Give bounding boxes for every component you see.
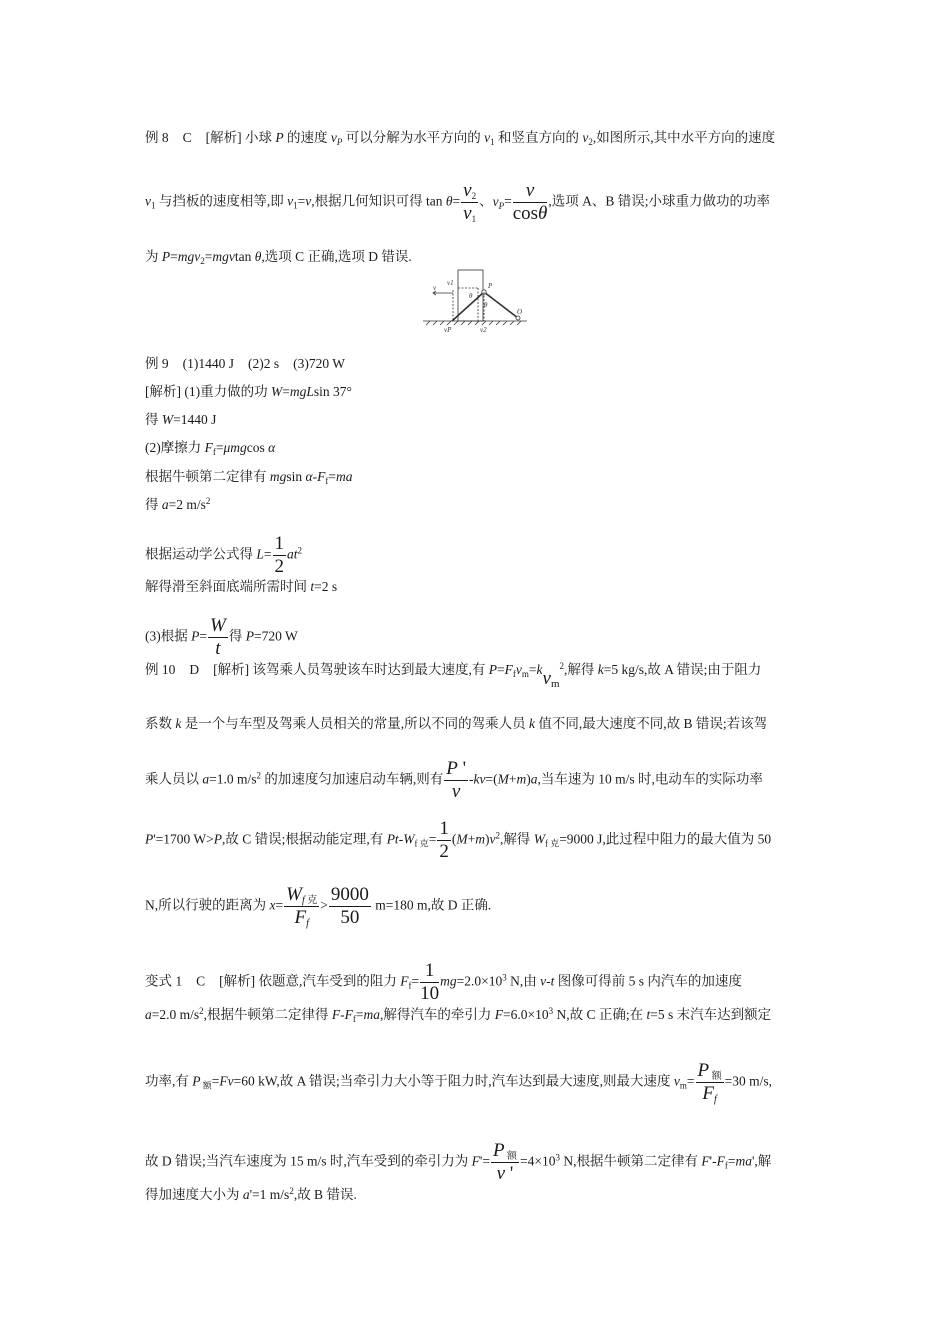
- ex8-line-3: 为 P=mgv$_2$=mgvtan θ,选项 C 正确,选项 D 错误.: [145, 249, 412, 266]
- ex10-line-3: 乘人员以 a=1.0 $m/s^2$ 的加速度匀加速启动车辆,则有 $\frac{P '}{v}$ -kv=(M+m)a,当车速为 10 m/s 时,电动车的实际功率: [145, 758, 763, 802]
- ex9-line-4: 根据牛顿第二定律有 mgsin $\alpha-F_f=ma$: [145, 469, 353, 486]
- ex9-line-8: (3)根据 P= $\frac{W}{t}$ 得 P=720 W: [145, 615, 298, 659]
- ex10-line-2: 系数 k 是一个与车型及驾乘人员相关的常量,所以不同的驾乘人员 k 值不同,最大速度不同,故 B 错误;若该驾: [145, 716, 768, 731]
- label-v1: v1: [447, 279, 454, 287]
- ex9-line-2: 得 W=1440 J: [145, 412, 217, 427]
- ex9-line-1: [解析] (1)重力做的功 W=mgLsin 37°: [145, 384, 352, 399]
- ex9-line-6: 根据运动学公式得 L= $\frac{1}{2}$ $at^2$: [145, 533, 303, 577]
- var1-line-5: 得加速度大小为 a'=1 $m/s^2$,故 B 错误.: [145, 1186, 357, 1202]
- ex8-line-2: $v_1$ 与挡板的速度相等,即 $v_1=v$,根据几何知识可得 tan θ= $\frac{v_2}{v_1}$ 、$v_P=$ $\frac{v}{\cos\theta}$ ,选项 A、B 错误;小球重力做功的功率: [145, 180, 771, 224]
- ex9-answer: 例 9 (1)1440 J (2)2 s (3)720 W: [145, 356, 345, 371]
- label-P: P: [488, 282, 493, 290]
- var1-line-4: 故 D 错误;当汽车速度为 15 m/s 时,汽车受到的牵引力为 F'= $\frac{P _额}{v '}$ $=4\times 10^3$ N,根据牛顿第二定律有 $F'-F_f=ma'$,解: [145, 1140, 772, 1184]
- ex10-line-1: 例 10 D [解析] 该驾乘人员驾驶该车时达到最大速度,有 $P=F_fv_m=kv_m^2$,解得 k=5 kg/s,故 A 错误;由于阻力: [145, 661, 762, 690]
- velocity-decomposition-diagram: [420, 268, 530, 338]
- ex9-line-5: 得 a=2 $m/s^2$: [145, 496, 211, 512]
- label-theta-2: θ: [484, 301, 488, 309]
- ex9-line-3: (2)摩擦力 $F_f=\mu mgcos$ α: [145, 440, 276, 457]
- ground-hatch: [426, 321, 521, 325]
- ex10-line-5: N,所以行驶的距离为 x= $\frac{W_{f 克}}{F_f}$ > $\frac{9000}{50}$ m=180 m,故 D 正确.: [145, 884, 492, 929]
- var1-line-1: 变式 1 C [解析] 依题意,汽车受到的阻力 $F_f=$ $\frac{1}{10}$ $mg=2.0\times 10^3$ N,由 v-t 图像可得前 5 s 内汽车的加速度: [145, 960, 742, 1004]
- label-theta-1: θ: [469, 292, 473, 300]
- ex10-line-4: P'=1700 W>P,故 C 错误;根据动能定理,有 $Pt-W_{f 克}=$ $\frac{1}{2}$ $(M+m)v^2$,解得 $W_{f 克}=9000$ J,此过程中阻力的最大值为 50: [145, 818, 772, 862]
- light-rod: [452, 292, 484, 321]
- rod-to-O: [484, 292, 518, 318]
- label-v2: v2: [480, 326, 487, 334]
- pivot-O: [516, 316, 520, 320]
- var1-line-3: 功率,有 P $_额$=Fv=60 kW,故 A 错误;当牵引力大小等于阻力时,汽车达到最大速度,则最大速度 $v_m=$ $\frac{P _额}{F_f}$ =30 m/s,: [145, 1060, 773, 1105]
- var1-line-2: a=2.0 $m/s^2$,根据牛顿第二定律得 $F-F_f=ma$,解得汽车的牵引力 $F=6.0\times 10^3$ N,故 C 正确;在 t=5 s 末汽车达到额定: [145, 1006, 772, 1024]
- ex8-line-1: 例 8 C [解析] 小球 P 的速度 $v_P$ 可以分解为水平方向的 $v_1$ 和竖直方向的 $v_2$,如图所示,其中水平方向的速度: [145, 130, 776, 147]
- label-O: O: [517, 308, 523, 316]
- label-vP: vP: [444, 326, 452, 334]
- label-v: v: [433, 284, 437, 292]
- ex9-line-7: 解得滑至斜面底端所需时间 t=2 s: [145, 579, 338, 594]
